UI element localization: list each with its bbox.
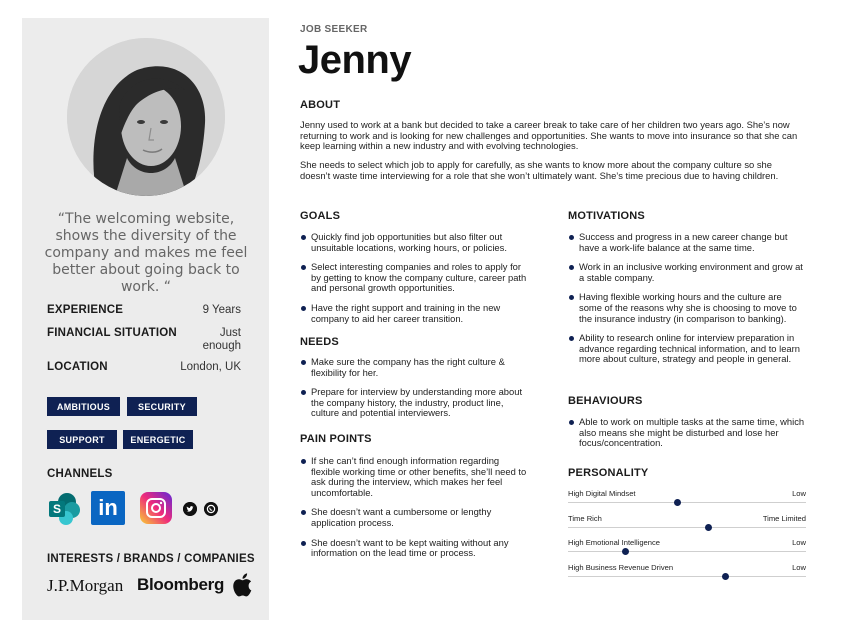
persona-name: Jenny: [298, 38, 412, 82]
tag-security: SECURITY: [127, 397, 197, 416]
list-item: Work in an inclusive working environment and grow at a stable company.: [568, 262, 806, 283]
sharepoint-icon: [47, 491, 81, 525]
about-paragraph: Jenny used to work at a bank but decided to take a career break to take care of her children two years ago. She’s now returning to work and is looking for new challenges and opportunities. She wants to move into insurance so that she can keep learning within a new industry and with evolving technologies.: [300, 119, 798, 152]
instagram-glyph: [145, 497, 167, 519]
motivations-list: [568, 232, 806, 374]
trait-level-dot: [722, 573, 729, 580]
goals-list: [300, 232, 528, 333]
tag-ambitious: AMBITIOUS: [47, 397, 120, 416]
fact-experience: [47, 304, 241, 316]
personality-trait: [568, 538, 806, 558]
list-item: She doesn’t want to be kept waiting without any information on the lead time or process.: [300, 538, 528, 559]
fact-label: FINANCIAL SITUATION: [47, 327, 177, 339]
trait-level-dot: [622, 548, 629, 555]
list-item: Able to work on multiple tasks at the same time, which also means she might be disturbed and lose her focus/concentration.: [568, 417, 806, 449]
fact-location: [47, 361, 241, 373]
behaviours-list: [568, 417, 806, 458]
trait-right-label: Low: [792, 538, 806, 547]
trait-scale-line: [568, 551, 806, 552]
list-item: Quickly find job opportunities but also filter out unsuitable locations, working hours, or policies.: [300, 232, 528, 253]
list-item: Make sure the company has the right culture & flexibility for her.: [300, 357, 528, 378]
personality-trait: [568, 514, 806, 534]
trait-left-label: Time Rich: [568, 514, 602, 523]
twitter-icon: [183, 502, 197, 516]
trait-left-label: High Digital Mindset: [568, 489, 636, 498]
trait-level-dot: [705, 524, 712, 531]
list-item: Prepare for interview by understanding more about the company history, the industry, product line, culture and potential interviewers.: [300, 387, 528, 419]
linkedin-glyph: in: [98, 495, 118, 520]
trait-left-label: High Business Revenue Driven: [568, 563, 674, 572]
linkedin-icon: [91, 491, 125, 525]
pain-points-list: [300, 456, 528, 568]
apple-icon: [229, 571, 253, 599]
avatar: [67, 38, 225, 196]
list-item: Have the right support and training in the new company to aid her career transition.: [300, 303, 528, 324]
personality-trait: [568, 489, 806, 509]
tag-energetic: ENERGETIC: [123, 430, 193, 449]
persona-role: JOB SEEKER: [300, 24, 368, 35]
fact-value: Just enough: [202, 327, 241, 352]
list-item: If she can’t find enough information regarding flexible working time or other benefits, she’ll need to ask during the interview, which makes her feel uncomfortable.: [300, 456, 528, 498]
trait-right-label: Low: [792, 563, 806, 572]
fact-financial-situation: [47, 327, 241, 352]
list-item: Ability to research online for interview preparation in advance regarding technical information, and to learn more about culture, strategy and people in general.: [568, 333, 806, 365]
svg-text:S: S: [52, 502, 62, 516]
channels-heading: CHANNELS: [47, 468, 113, 480]
list-item: She doesn’t want a cumbersome or lengthy application process.: [300, 507, 528, 528]
pain-points-heading: PAIN POINTS: [300, 433, 372, 445]
brand-jpmorgan: J.P.Morgan: [47, 576, 124, 595]
brand-bloomberg: Bloomberg: [137, 575, 225, 594]
needs-list: [300, 357, 528, 428]
trait-scale-line: [568, 502, 806, 503]
instagram-icon: [140, 492, 172, 524]
list-item: Having flexible working hours and the culture are some of the reasons why she is choosing to move to the insurance industry (in comparison to banking).: [568, 292, 806, 324]
trait-right-label: Low: [792, 489, 806, 498]
motivations-heading: MOTIVATIONS: [568, 210, 645, 222]
about-paragraph: She needs to select which job to apply for carefully, as she wants to know more about the company culture so she doesn’t waste time interviewing for a role that she won’t ultimately want. She’s time precious due to having children.: [300, 159, 779, 181]
fact-label: EXPERIENCE: [47, 304, 124, 316]
fact-label: LOCATION: [47, 361, 108, 373]
avatar-portrait: [67, 38, 225, 196]
fact-value: London, UK: [180, 361, 241, 373]
list-item: Select interesting companies and roles to apply for by getting to know the company culture, career path and personal growth opportunities.: [300, 262, 528, 294]
trait-level-dot: [674, 499, 681, 506]
personality-trait: [568, 563, 806, 583]
list-item: Success and progress in a new career change but have a work-life balance at the same time.: [568, 232, 806, 253]
trait-left-label: High Emotional Intelligence: [568, 538, 661, 547]
whatsapp-icon: [204, 502, 218, 516]
goals-heading: GOALS: [300, 210, 341, 222]
profile-panel: [22, 18, 269, 620]
trait-scale-line: [568, 576, 806, 577]
trait-right-label: Time Limited: [762, 514, 806, 523]
persona-quote: “The welcoming website, shows the diversity of the company and makes me feel better about going back to work. “: [44, 211, 248, 295]
needs-heading: NEEDS: [300, 336, 339, 348]
personality-heading: PERSONALITY: [568, 467, 649, 479]
interests-heading: INTERESTS / BRANDS / COMPANIES: [47, 553, 255, 565]
behaviours-heading: BEHAVIOURS: [568, 395, 643, 407]
about-heading: ABOUT: [300, 99, 341, 111]
fact-value: 9 Years: [202, 304, 241, 316]
tag-support: SUPPORT: [47, 430, 117, 449]
trait-scale-line: [568, 527, 806, 528]
